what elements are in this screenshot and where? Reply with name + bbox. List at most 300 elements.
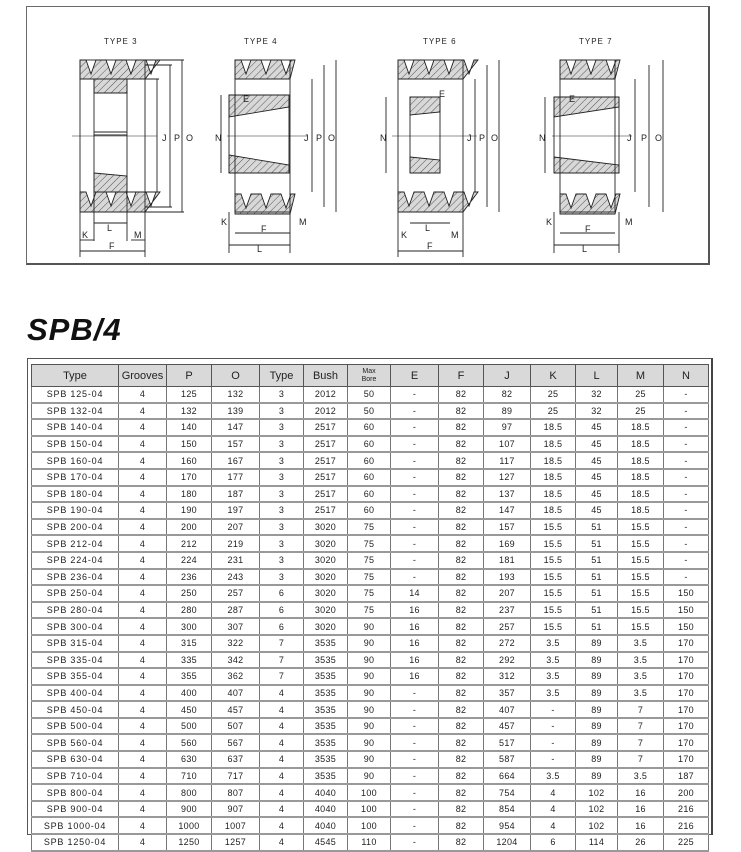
cell-e: 16 [391, 602, 439, 619]
cell-e: - [391, 502, 439, 519]
cell-e: - [391, 718, 439, 735]
cell-m: 15.5 [618, 519, 664, 536]
cell-j: 82 [484, 387, 531, 403]
cell-k: 18.5 [531, 486, 576, 503]
cell-p: 560 [167, 734, 212, 751]
cell-n: - [664, 403, 709, 420]
cell-grooves: 4 [119, 486, 167, 503]
cell-l: 32 [576, 403, 618, 420]
cell-j: 312 [484, 668, 531, 685]
cell-k: 18.5 [531, 452, 576, 469]
cell-drawing-type: 4 [260, 701, 304, 718]
cell-drawing-type: 4 [260, 685, 304, 702]
cell-m: 7 [618, 701, 664, 718]
cell-f: 82 [439, 635, 484, 652]
cell-l: 102 [576, 801, 618, 818]
cell-m: 16 [618, 784, 664, 801]
cell-type: SPB 335-04 [32, 652, 119, 669]
cell-m: 18.5 [618, 452, 664, 469]
cell-o: 207 [212, 519, 260, 536]
cell-l: 102 [576, 817, 618, 834]
table-row [32, 734, 709, 751]
cell-m: 25 [618, 387, 664, 403]
cell-p: 200 [167, 519, 212, 536]
cell-type: SPB 180-04 [32, 486, 119, 503]
cell-bush: 2012 [304, 387, 348, 403]
cell-f: 82 [439, 519, 484, 536]
cell-o: 307 [212, 618, 260, 635]
table-row [32, 486, 709, 503]
cell-j: 257 [484, 618, 531, 635]
cell-n: - [664, 452, 709, 469]
cell-k: 3.5 [531, 668, 576, 685]
cell-max-bore: 60 [348, 419, 391, 436]
cell-j: 193 [484, 569, 531, 586]
cell-bush: 3535 [304, 635, 348, 652]
table-row [32, 387, 709, 403]
cell-p: 500 [167, 718, 212, 735]
cell-j: 1204 [484, 834, 531, 851]
cell-m: 3.5 [618, 685, 664, 702]
cell-p: 140 [167, 419, 212, 436]
svg-text:N: N [215, 133, 222, 143]
cell-type: SPB 710-04 [32, 768, 119, 785]
cell-grooves: 4 [119, 801, 167, 818]
cell-grooves: 4 [119, 535, 167, 552]
cell-bush: 3535 [304, 652, 348, 669]
cell-l: 51 [576, 552, 618, 569]
cell-j: 207 [484, 585, 531, 602]
cell-n: 170 [664, 718, 709, 735]
cell-drawing-type: 4 [260, 734, 304, 751]
cell-p: 160 [167, 452, 212, 469]
svg-text:N: N [380, 133, 387, 143]
cell-m: 16 [618, 817, 664, 834]
cell-e: 16 [391, 618, 439, 635]
svg-text:N: N [539, 133, 546, 143]
cell-drawing-type: 4 [260, 751, 304, 768]
cell-grooves: 4 [119, 502, 167, 519]
cell-o: 637 [212, 751, 260, 768]
cell-grooves: 4 [119, 718, 167, 735]
type6-drawing [380, 60, 499, 257]
cell-m: 7 [618, 718, 664, 735]
cell-e: 14 [391, 585, 439, 602]
cell-k: 4 [531, 784, 576, 801]
cell-k: 15.5 [531, 602, 576, 619]
cell-max-bore: 60 [348, 486, 391, 503]
cell-p: 212 [167, 535, 212, 552]
cell-k: 15.5 [531, 585, 576, 602]
cell-drawing-type: 3 [260, 436, 304, 453]
cell-k: 3.5 [531, 685, 576, 702]
cell-o: 147 [212, 419, 260, 436]
cell-f: 82 [439, 751, 484, 768]
cell-f: 82 [439, 734, 484, 751]
type7-label: TYPE 7 [579, 37, 613, 46]
cell-e: - [391, 801, 439, 818]
cell-o: 362 [212, 668, 260, 685]
cell-o: 177 [212, 469, 260, 486]
svg-text:L: L [257, 244, 263, 254]
cell-n: - [664, 502, 709, 519]
cell-e: 16 [391, 652, 439, 669]
cell-f: 82 [439, 817, 484, 834]
svg-text:O: O [186, 133, 194, 143]
svg-text:K: K [82, 230, 89, 240]
cell-n: - [664, 486, 709, 503]
cell-grooves: 4 [119, 685, 167, 702]
cell-n: 170 [664, 685, 709, 702]
cell-p: 1250 [167, 834, 212, 851]
cell-j: 357 [484, 685, 531, 702]
cell-o: 342 [212, 652, 260, 669]
cell-o: 257 [212, 585, 260, 602]
cell-bush: 3535 [304, 718, 348, 735]
cell-n: - [664, 469, 709, 486]
cell-e: - [391, 535, 439, 552]
cell-grooves: 4 [119, 784, 167, 801]
cell-p: 236 [167, 569, 212, 586]
cell-max-bore: 90 [348, 668, 391, 685]
table-row [32, 768, 709, 785]
cell-type: SPB 236-04 [32, 569, 119, 586]
cell-j: 272 [484, 635, 531, 652]
svg-text:O: O [328, 133, 336, 143]
cell-e: 16 [391, 635, 439, 652]
cell-j: 137 [484, 486, 531, 503]
cell-m: 3.5 [618, 668, 664, 685]
table-row [32, 403, 709, 420]
cell-e: - [391, 469, 439, 486]
cell-j: 292 [484, 652, 531, 669]
cell-type: SPB 1250-04 [32, 834, 119, 851]
cell-o: 219 [212, 535, 260, 552]
cell-max-bore: 90 [348, 652, 391, 669]
cell-max-bore: 110 [348, 834, 391, 851]
cell-type: SPB 1000-04 [32, 817, 119, 834]
cell-o: 507 [212, 718, 260, 735]
svg-text:E: E [569, 94, 576, 104]
cell-n: 150 [664, 602, 709, 619]
cell-max-bore: 90 [348, 618, 391, 635]
cell-max-bore: 90 [348, 734, 391, 751]
cell-n: - [664, 419, 709, 436]
cell-grooves: 4 [119, 519, 167, 536]
svg-text:O: O [491, 133, 499, 143]
table-row [32, 452, 709, 469]
type6-label: TYPE 6 [423, 37, 457, 46]
cell-max-bore: 90 [348, 751, 391, 768]
cell-l: 45 [576, 419, 618, 436]
cell-m: 18.5 [618, 419, 664, 436]
cell-o: 1007 [212, 817, 260, 834]
table-row [32, 469, 709, 486]
cell-drawing-type: 3 [260, 403, 304, 420]
cell-e: - [391, 486, 439, 503]
cell-n: - [664, 535, 709, 552]
cell-e: - [391, 751, 439, 768]
page-title: SPB/4 [27, 312, 122, 347]
col-header-o: O [212, 365, 260, 387]
cell-bush: 2012 [304, 403, 348, 420]
cell-m: 25 [618, 403, 664, 420]
cell-type: SPB 300-04 [32, 618, 119, 635]
cell-m: 15.5 [618, 552, 664, 569]
cell-bush: 4040 [304, 801, 348, 818]
col-header-e: E [391, 365, 439, 387]
cell-max-bore: 60 [348, 502, 391, 519]
col-header-p: P [167, 365, 212, 387]
svg-text:F: F [427, 241, 433, 251]
cell-f: 82 [439, 535, 484, 552]
cell-o: 567 [212, 734, 260, 751]
svg-text:F: F [261, 224, 267, 234]
cell-type: SPB 140-04 [32, 419, 119, 436]
cell-drawing-type: 3 [260, 569, 304, 586]
cell-m: 3.5 [618, 652, 664, 669]
cell-n: 187 [664, 768, 709, 785]
cell-drawing-type: 4 [260, 817, 304, 834]
cell-drawing-type: 3 [260, 419, 304, 436]
cell-drawing-type: 6 [260, 602, 304, 619]
cell-max-bore: 75 [348, 552, 391, 569]
cell-j: 181 [484, 552, 531, 569]
cell-drawing-type: 3 [260, 552, 304, 569]
cell-f: 82 [439, 834, 484, 851]
cell-bush: 3020 [304, 602, 348, 619]
cell-j: 127 [484, 469, 531, 486]
svg-text:J: J [304, 133, 309, 143]
svg-text:L: L [107, 223, 113, 233]
cell-l: 89 [576, 718, 618, 735]
cell-drawing-type: 4 [260, 768, 304, 785]
cell-max-bore: 75 [348, 569, 391, 586]
cell-j: 89 [484, 403, 531, 420]
cell-bush: 2517 [304, 419, 348, 436]
cell-n: 216 [664, 801, 709, 818]
type3-label: TYPE 3 [104, 37, 138, 46]
cell-m: 16 [618, 801, 664, 818]
svg-text:J: J [627, 133, 632, 143]
table-row [32, 685, 709, 702]
svg-text:M: M [625, 217, 633, 227]
cell-j: 169 [484, 535, 531, 552]
cell-j: 854 [484, 801, 531, 818]
cell-k: 15.5 [531, 569, 576, 586]
cell-j: 664 [484, 768, 531, 785]
cell-f: 82 [439, 718, 484, 735]
cell-max-bore: 90 [348, 701, 391, 718]
cell-k: 4 [531, 801, 576, 818]
cell-f: 82 [439, 618, 484, 635]
cell-n: - [664, 569, 709, 586]
cell-m: 3.5 [618, 768, 664, 785]
cell-max-bore: 75 [348, 602, 391, 619]
cell-o: 243 [212, 569, 260, 586]
cell-f: 82 [439, 801, 484, 818]
cell-drawing-type: 7 [260, 635, 304, 652]
cell-k: 18.5 [531, 419, 576, 436]
cell-f: 82 [439, 602, 484, 619]
cell-m: 26 [618, 834, 664, 851]
cell-type: SPB 500-04 [32, 718, 119, 735]
cell-o: 457 [212, 701, 260, 718]
cell-l: 45 [576, 486, 618, 503]
cell-max-bore: 100 [348, 817, 391, 834]
cell-l: 51 [576, 569, 618, 586]
cell-m: 18.5 [618, 486, 664, 503]
cell-k: 4 [531, 817, 576, 834]
col-header-m: M [618, 365, 664, 387]
cell-n: 200 [664, 784, 709, 801]
cell-drawing-type: 7 [260, 668, 304, 685]
col-header-f: F [439, 365, 484, 387]
cell-bush: 3535 [304, 734, 348, 751]
cell-drawing-type: 4 [260, 801, 304, 818]
cell-l: 45 [576, 502, 618, 519]
cell-e: - [391, 784, 439, 801]
cell-grooves: 4 [119, 452, 167, 469]
cell-l: 114 [576, 834, 618, 851]
cell-n: 170 [664, 734, 709, 751]
cell-n: 150 [664, 585, 709, 602]
cell-grooves: 4 [119, 817, 167, 834]
cell-o: 167 [212, 452, 260, 469]
cell-n: 170 [664, 668, 709, 685]
cell-bush: 2517 [304, 436, 348, 453]
cell-f: 82 [439, 668, 484, 685]
table-row [32, 834, 709, 851]
type4-drawing [215, 60, 336, 254]
cell-p: 335 [167, 652, 212, 669]
cell-p: 300 [167, 618, 212, 635]
cell-m: 7 [618, 734, 664, 751]
table-row [32, 751, 709, 768]
cell-f: 82 [439, 469, 484, 486]
cell-o: 717 [212, 768, 260, 785]
cell-j: 157 [484, 519, 531, 536]
svg-text:M: M [451, 230, 459, 240]
cell-n: 150 [664, 618, 709, 635]
cell-l: 51 [576, 618, 618, 635]
cell-j: 97 [484, 419, 531, 436]
cell-type: SPB 400-04 [32, 685, 119, 702]
spec-table [31, 364, 709, 852]
cell-p: 150 [167, 436, 212, 453]
cell-bush: 3020 [304, 585, 348, 602]
table-row [32, 784, 709, 801]
cell-drawing-type: 3 [260, 535, 304, 552]
cell-grooves: 4 [119, 419, 167, 436]
cell-type: SPB 224-04 [32, 552, 119, 569]
cell-grooves: 4 [119, 602, 167, 619]
cell-f: 82 [439, 784, 484, 801]
svg-text:P: P [316, 133, 323, 143]
cell-max-bore: 60 [348, 436, 391, 453]
cell-p: 190 [167, 502, 212, 519]
cell-bush: 3535 [304, 685, 348, 702]
cell-m: 18.5 [618, 502, 664, 519]
type7-drawing [539, 60, 663, 254]
svg-text:M: M [134, 230, 142, 240]
cell-bush: 3020 [304, 535, 348, 552]
col-header-grooves: Grooves [119, 365, 167, 387]
cell-o: 322 [212, 635, 260, 652]
svg-text:P: P [174, 133, 181, 143]
cell-p: 125 [167, 387, 212, 403]
cell-l: 32 [576, 387, 618, 403]
cell-n: - [664, 519, 709, 536]
cell-e: - [391, 768, 439, 785]
cell-o: 807 [212, 784, 260, 801]
cell-f: 82 [439, 585, 484, 602]
cell-drawing-type: 4 [260, 784, 304, 801]
cell-p: 450 [167, 701, 212, 718]
cell-grooves: 4 [119, 585, 167, 602]
cell-grooves: 4 [119, 387, 167, 403]
svg-text:P: P [641, 133, 648, 143]
svg-text:E: E [439, 89, 446, 99]
svg-text:K: K [401, 230, 408, 240]
cell-type: SPB 355-04 [32, 668, 119, 685]
cell-k: 3.5 [531, 635, 576, 652]
cell-type: SPB 250-04 [32, 585, 119, 602]
cell-type: SPB 900-04 [32, 801, 119, 818]
cell-bush: 3535 [304, 751, 348, 768]
cell-e: - [391, 519, 439, 536]
cell-max-bore: 90 [348, 685, 391, 702]
cell-max-bore: 50 [348, 403, 391, 420]
type4-label: TYPE 4 [244, 37, 278, 46]
cell-o: 287 [212, 602, 260, 619]
cell-grooves: 4 [119, 751, 167, 768]
cell-max-bore: 90 [348, 718, 391, 735]
cell-o: 1257 [212, 834, 260, 851]
cell-bush: 2517 [304, 469, 348, 486]
cell-m: 15.5 [618, 569, 664, 586]
cell-e: - [391, 403, 439, 420]
cell-bush: 2517 [304, 452, 348, 469]
cell-f: 82 [439, 569, 484, 586]
cell-drawing-type: 6 [260, 618, 304, 635]
cell-drawing-type: 4 [260, 718, 304, 735]
cell-o: 157 [212, 436, 260, 453]
table-row [32, 618, 709, 635]
table-row [32, 419, 709, 436]
cell-e: 16 [391, 668, 439, 685]
cell-type: SPB 150-04 [32, 436, 119, 453]
svg-text:L: L [425, 223, 431, 233]
cell-l: 51 [576, 519, 618, 536]
cell-bush: 4040 [304, 784, 348, 801]
cell-bush: 2517 [304, 502, 348, 519]
cell-max-bore: 90 [348, 635, 391, 652]
cell-m: 18.5 [618, 469, 664, 486]
cell-type: SPB 280-04 [32, 602, 119, 619]
cell-m: 18.5 [618, 436, 664, 453]
cell-n: 225 [664, 834, 709, 851]
cell-f: 82 [439, 419, 484, 436]
cell-e: - [391, 817, 439, 834]
cell-e: - [391, 452, 439, 469]
cell-bush: 4545 [304, 834, 348, 851]
cell-o: 187 [212, 486, 260, 503]
cell-m: 15.5 [618, 535, 664, 552]
cell-j: 457 [484, 718, 531, 735]
cell-e: - [391, 734, 439, 751]
cell-e: - [391, 685, 439, 702]
